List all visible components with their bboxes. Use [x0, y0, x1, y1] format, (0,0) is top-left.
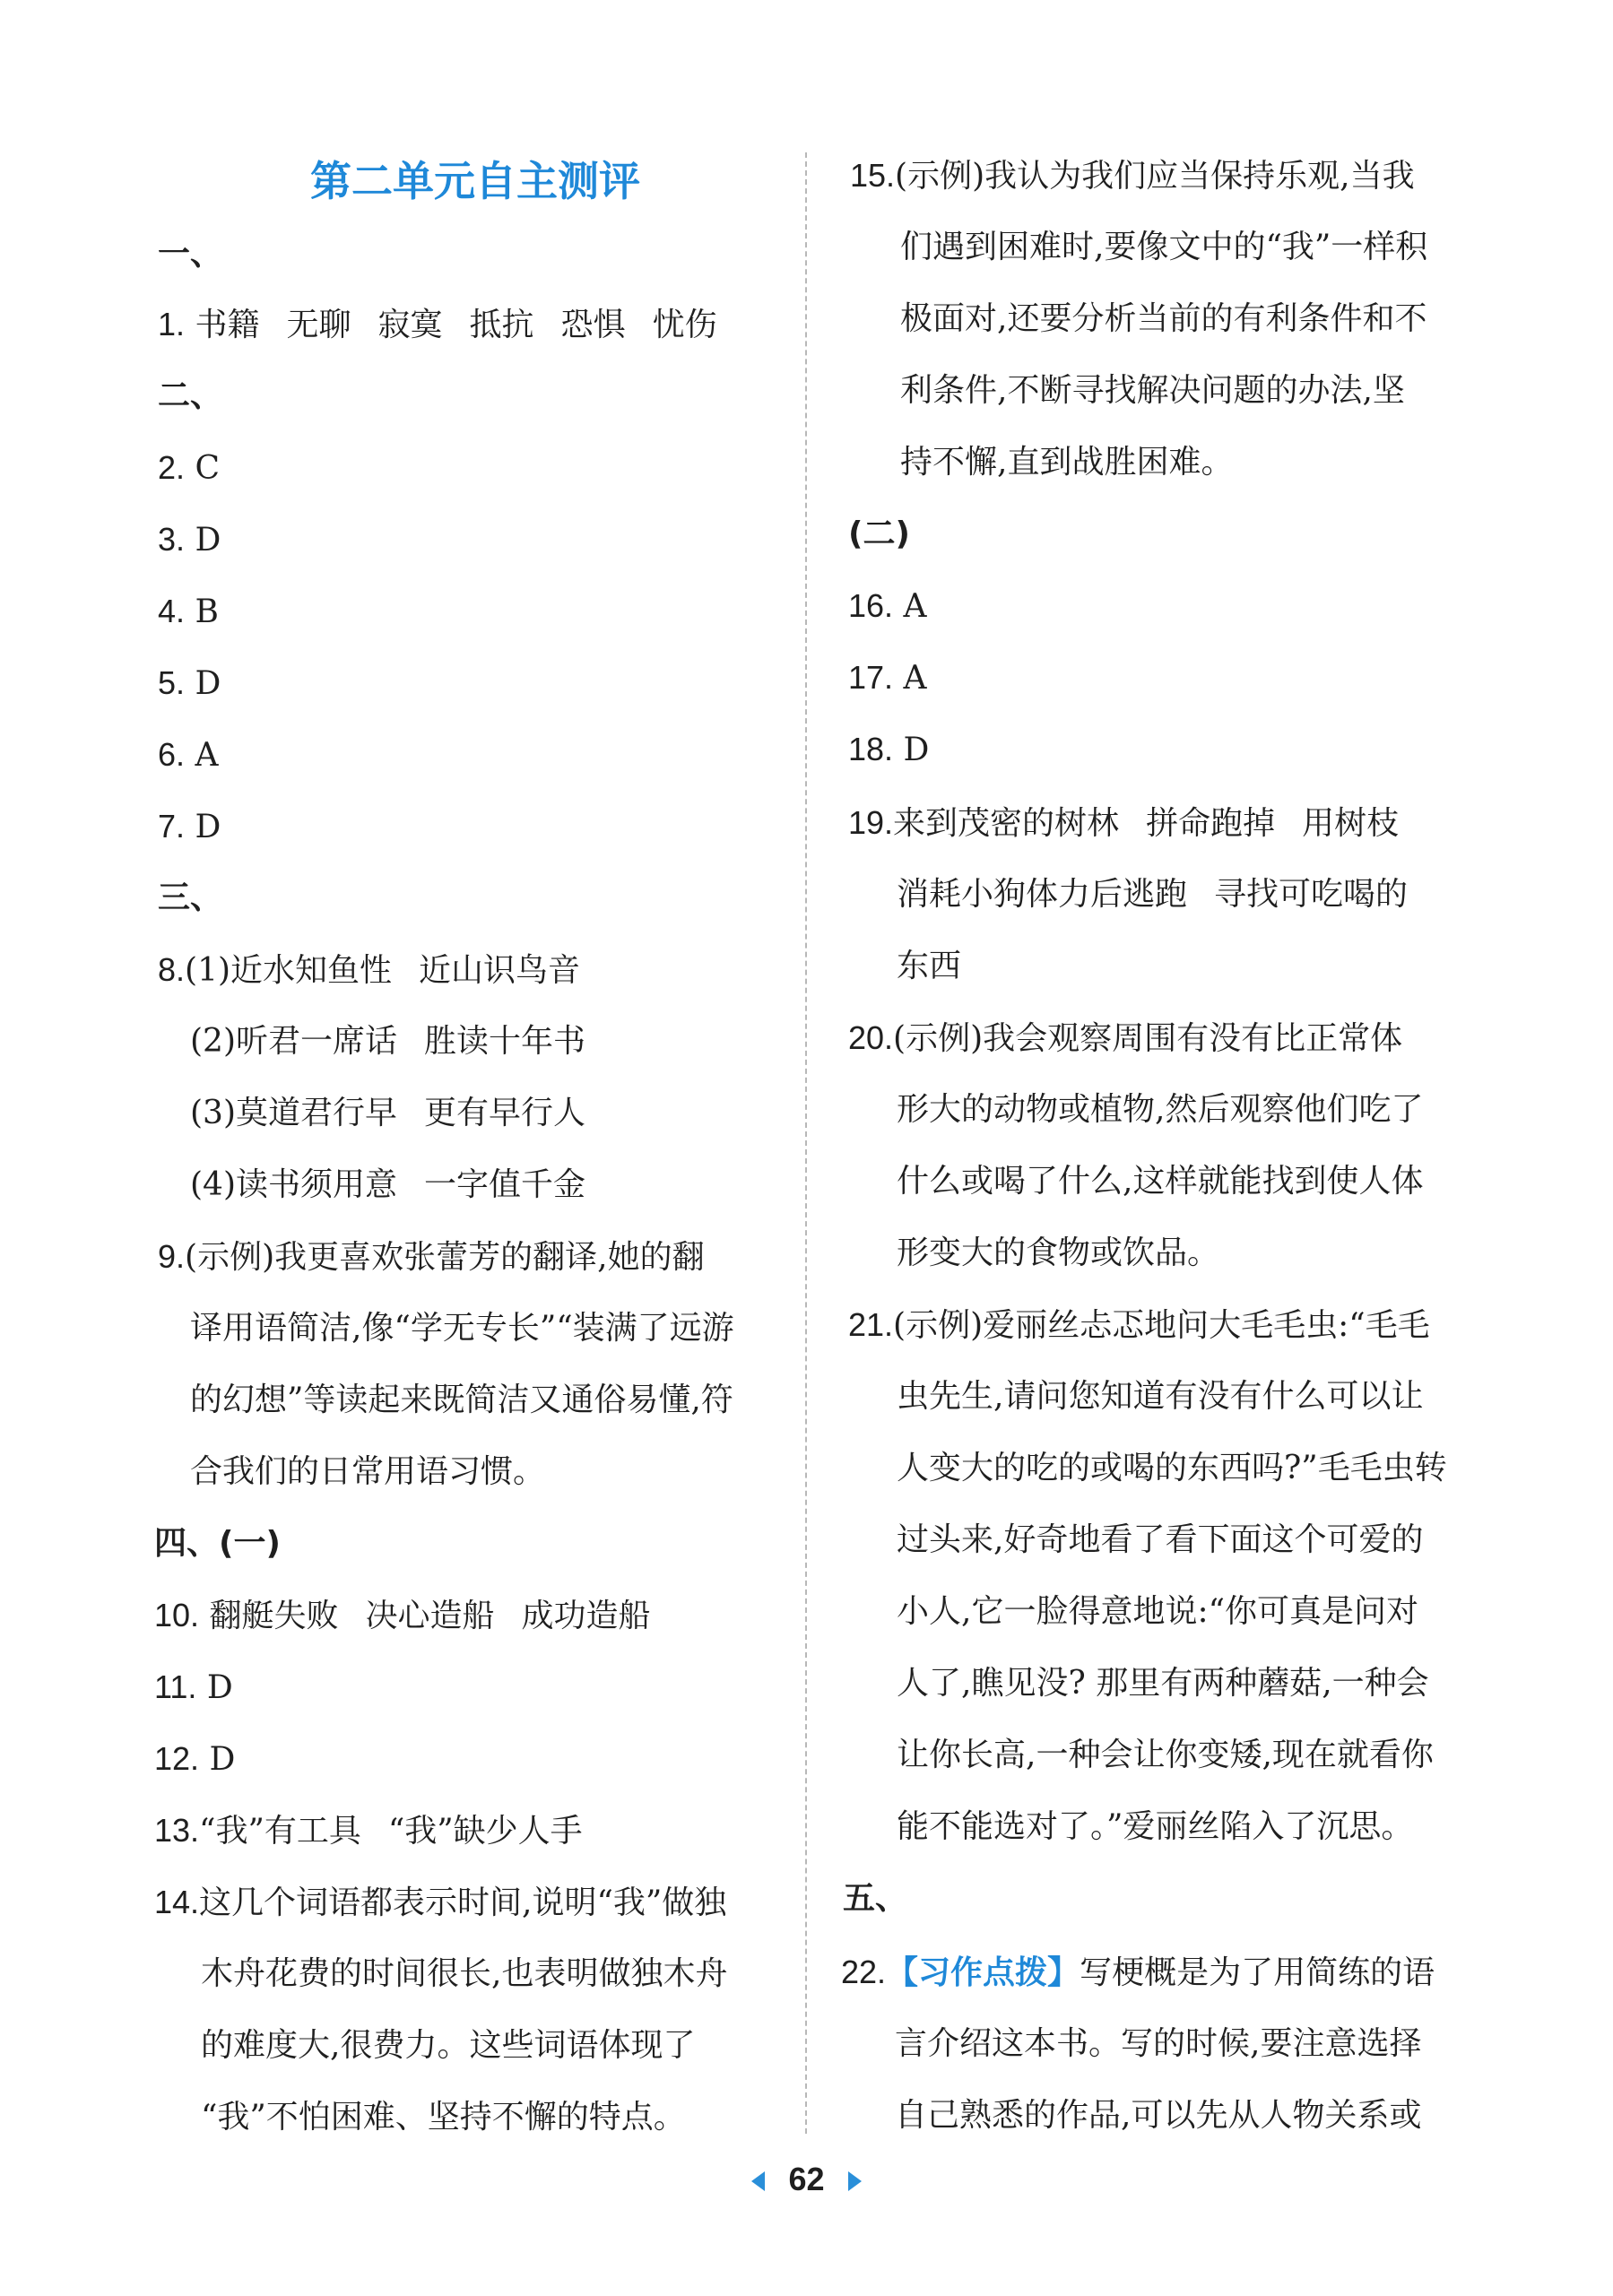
- answer-21-line-8: 能不能选对了。”爱丽丝陷入了沉思。: [897, 1808, 1414, 1845]
- answer-20-line-1: [848, 1002, 1402, 1074]
- answer-21-line-1: [848, 1289, 1430, 1361]
- answer-value: D: [195, 522, 221, 559]
- column-divider: [805, 152, 807, 2134]
- question-number: 6.: [158, 736, 186, 773]
- answer-text: 近山识鸟音: [419, 952, 581, 989]
- answer-21-line-2: 虫先生,请问您知道有没有什么可以让: [897, 1378, 1424, 1415]
- answer-value: A: [903, 588, 927, 625]
- section-heading-1: 一、: [158, 236, 223, 273]
- question-number: 12.: [154, 1740, 200, 1777]
- answer-15-line-1: [850, 140, 1415, 212]
- answer-item: 寻找可吃喝的: [1214, 876, 1409, 913]
- page-footer: [0, 2161, 1613, 2198]
- answer-7: [158, 791, 221, 862]
- answer-14-line-2: 木舟花费的时间很长,也表明做独木舟: [201, 1955, 728, 1992]
- page-title: 第二单元自主测评: [310, 157, 640, 205]
- answer-13: [154, 1795, 583, 1867]
- question-number: 4.: [158, 593, 186, 629]
- answer-text: 这几个词语都表示时间,说明“我”做独: [199, 1884, 727, 1921]
- question-number: 9.: [158, 1238, 186, 1275]
- answer-item: 忧伤: [652, 307, 717, 343]
- answer-19-line-3: 东西: [897, 948, 962, 984]
- answer-text: (示例)爱丽丝忐忑地问大毛毛虫:“毛毛: [893, 1307, 1430, 1344]
- answer-text: 更有早行人: [424, 1095, 586, 1131]
- next-page-icon[interactable]: [848, 2171, 862, 2191]
- answer-item: 无聊: [286, 307, 351, 343]
- section-heading-3: 三、: [158, 879, 223, 916]
- answer-item: “我”有工具: [199, 1813, 361, 1850]
- answer-15-line-5: 持不懈,直到战胜困难。: [900, 444, 1234, 481]
- answer-21-line-5: 小人,它一脸得意地说:“你可真是问对: [897, 1593, 1418, 1630]
- answer-17: [848, 642, 927, 714]
- question-number: 17.: [848, 659, 894, 696]
- answer-22-line-2: 言介绍这本书。写的时候,要注意选择: [895, 2025, 1422, 2062]
- answer-item: 消耗小狗体力后逃跑: [897, 876, 1188, 913]
- question-number: 19.: [848, 804, 894, 841]
- answer-value: A: [195, 737, 219, 774]
- answer-text: 胜读十年书: [424, 1023, 586, 1060]
- question-number: 13.: [154, 1812, 200, 1849]
- question-number: 15.: [850, 157, 896, 194]
- answer-14-line-1: [154, 1867, 726, 1938]
- answer-15-line-2: 们遇到困难时,要像文中的“我”一样积: [900, 229, 1428, 265]
- answer-9-line-2: 译用语简洁,像“学无专长”“装满了远游: [190, 1310, 734, 1347]
- answer-15-line-3: 极面对,还要分析当前的有利条件和不: [900, 300, 1427, 337]
- answer-9-line-3: 的幻想”等读起来既简洁又通俗易懂,符: [190, 1382, 733, 1418]
- question-number: 5.: [158, 664, 186, 701]
- answer-22-line-1: [841, 1936, 1435, 2008]
- question-number: 20.: [848, 1019, 894, 1056]
- answer-item: 成功造船: [521, 1598, 651, 1634]
- answer-text: (示例)我认为我们应当保持乐观,当我: [895, 158, 1415, 195]
- question-number: 10.: [154, 1597, 200, 1633]
- answer-item: 决心造船: [365, 1598, 495, 1634]
- answer-19-line-1: [848, 787, 1399, 859]
- answer-11: [154, 1651, 233, 1723]
- question-number: 8.: [158, 951, 186, 988]
- answer-value: D: [195, 665, 221, 702]
- answer-text: (3)莫道君行早: [190, 1095, 397, 1131]
- answer-19-line-2: [897, 859, 1408, 931]
- answer-9-line-4: 合我们的日常用语习惯。: [190, 1453, 546, 1490]
- answer-value: D: [206, 1669, 233, 1706]
- question-number: 16.: [848, 587, 894, 624]
- answer-item: 恐惧: [560, 307, 626, 343]
- answer-item: 寂寞: [377, 307, 443, 343]
- writing-tip-label: 【习作点拨】: [886, 1954, 1080, 1991]
- answer-21-line-6: 人了,瞧见没? 那里有两种蘑菇,一种会: [897, 1665, 1429, 1702]
- section-heading-2: 二、: [158, 377, 223, 414]
- answer-18: [848, 714, 929, 785]
- question-number: 21.: [848, 1306, 894, 1343]
- answer-20-line-2: 形大的动物或植物,然后观察他们吃了: [897, 1091, 1424, 1128]
- answer-item: 拼命跑掉: [1146, 805, 1276, 842]
- answer-10: [154, 1580, 651, 1651]
- answer-8-line-3: [190, 1078, 585, 1149]
- answer-15-line-4: 利条件,不断寻找解决问题的办法,坚: [900, 372, 1405, 409]
- question-number: 18.: [848, 731, 894, 767]
- question-number: 11.: [154, 1668, 197, 1705]
- answer-16: [848, 570, 927, 642]
- question-number: 22.: [841, 1954, 887, 1990]
- section-heading-5: (二): [848, 516, 910, 552]
- answer-text: (4)读书须用意: [190, 1166, 397, 1203]
- answer-9-line-1: [158, 1221, 705, 1293]
- question-number: 1.: [158, 306, 186, 342]
- answer-value: B: [195, 593, 219, 630]
- answer-20-line-3: 什么或喝了什么,这样就能找到使人体: [897, 1163, 1424, 1200]
- answer-text: (示例)我会观察周围有没有比正常体: [893, 1020, 1403, 1057]
- answer-21-line-3: 人变大的吃的或喝的东西吗?”毛毛虫转: [897, 1450, 1447, 1486]
- answer-value: D: [209, 1741, 236, 1778]
- question-number: 3.: [158, 521, 186, 558]
- answer-14-line-3: 的难度大,很费力。这些词语体现了: [201, 2027, 696, 2064]
- answer-text: (1)近水知鱼性: [185, 952, 393, 989]
- previous-page-icon[interactable]: [751, 2171, 765, 2191]
- question-number: 7.: [158, 808, 186, 845]
- answer-value: A: [903, 660, 927, 697]
- answer-value: D: [195, 809, 221, 845]
- answer-1: [158, 289, 717, 360]
- section-heading-6: 五、: [843, 1880, 908, 1917]
- question-number: 2.: [158, 449, 186, 486]
- answer-value: C: [195, 450, 221, 487]
- answer-text: 一字值千金: [424, 1166, 586, 1203]
- answer-21-line-7: 让你长高,一种会让你变矮,现在就看你: [897, 1737, 1434, 1773]
- answer-item: 书籍: [195, 307, 260, 343]
- answer-item: 翻艇失败: [209, 1598, 339, 1634]
- answer-12: [154, 1723, 235, 1795]
- question-number: 14.: [154, 1884, 200, 1920]
- answer-5: [158, 647, 221, 719]
- answer-value: D: [903, 732, 930, 768]
- answer-3: [158, 504, 221, 576]
- page-number: 62: [788, 2161, 825, 2197]
- answer-8-line-1: [158, 934, 580, 1006]
- answer-4: [158, 576, 219, 647]
- answer-22-line-3: 自己熟悉的作品,可以先从人物关系或: [895, 2097, 1422, 2134]
- answer-20-line-4: 形变大的食物或饮品。: [897, 1235, 1220, 1271]
- answer-item: 来到茂密的树林: [893, 805, 1120, 842]
- answer-text: (示例)我更喜欢张蕾芳的翻译,她的翻: [185, 1239, 705, 1276]
- answer-item: 抵抗: [469, 307, 534, 343]
- answer-text: (2)听君一席话: [190, 1023, 397, 1060]
- answer-8-line-2: [190, 1006, 585, 1078]
- answer-item: “我”缺少人手: [387, 1813, 583, 1850]
- answer-item: 用树枝: [1302, 805, 1400, 842]
- answer-text: 写梗概是为了用简练的语: [1080, 1954, 1435, 1991]
- answer-21-line-4: 过头来,好奇地看了看下面这个可爱的: [897, 1521, 1424, 1558]
- answer-8-line-4: [190, 1149, 585, 1221]
- answer-14-line-4: “我”不怕困难、坚持不懈的特点。: [201, 2099, 686, 2136]
- section-heading-4: 四、(一): [154, 1525, 281, 1562]
- answer-2: [158, 432, 220, 504]
- answer-6: [158, 719, 218, 791]
